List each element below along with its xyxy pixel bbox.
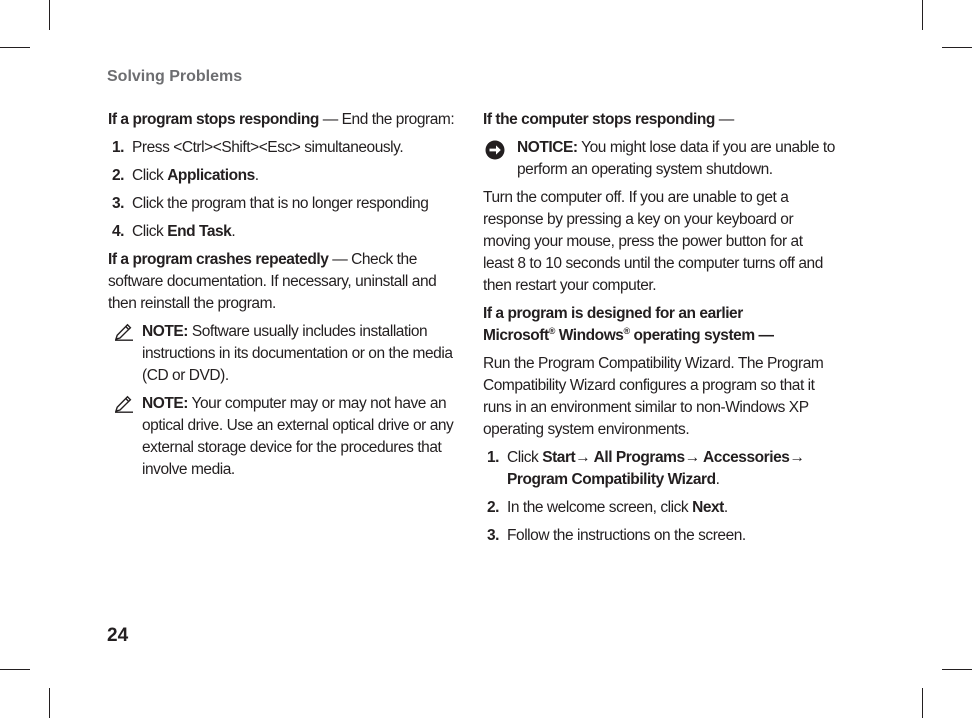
step-text: Click the program that is no longer responding (132, 195, 429, 212)
crop-mark-top-left (49, 0, 50, 30)
list-item (108, 221, 458, 243)
pencil-icon (114, 323, 134, 341)
notice-label: NOTICE: (517, 139, 578, 156)
crop-mark-bottom-right (922, 688, 923, 718)
crop-mark-bottom-right-h (942, 669, 972, 670)
arrow: → (575, 449, 591, 466)
list-item (483, 497, 835, 519)
step-bold: End Task (167, 223, 232, 240)
notice-text: You might lose data if you are unable to perform an operating system shutdown. (517, 139, 835, 178)
step-number: 2. (487, 499, 500, 516)
arrow: → (684, 449, 700, 466)
menu-path-accessories: Accessories (699, 449, 790, 466)
step-text: Click (132, 167, 168, 184)
compatibility-steps (483, 447, 835, 547)
earlier-windows-heading (483, 303, 835, 347)
program-crashes-paragraph (108, 249, 458, 315)
note-label: NOTE: (142, 323, 188, 340)
notice-data-loss (483, 137, 835, 181)
computer-stops-dash: — (714, 111, 734, 128)
note-text: Your computer may or may not have an optical drive. Use an external optical drive or any external storage device for the procedures that involve media. (142, 395, 454, 478)
list-item (108, 165, 458, 187)
earlier-windows-title-line1: If a program is designed for an earlier (483, 305, 743, 322)
step-number: 2. (112, 167, 125, 184)
step-post: . (715, 471, 720, 488)
crop-mark-top-left-h (0, 47, 30, 48)
crop-mark-top-right-h (942, 47, 972, 48)
list-item (108, 193, 458, 215)
list-item (483, 525, 835, 547)
step-bold: Next (692, 499, 724, 516)
computer-stops-heading: If the computer stops responding (483, 111, 715, 128)
menu-path-wizard: Program Compatibility Wizard (507, 471, 716, 488)
arrow: → (789, 449, 805, 466)
step-post: . (723, 499, 728, 516)
program-crashes-text: — Check the software documentation. If necessary, uninstall and then reinstall the program. (108, 251, 437, 312)
note-text: Software usually includes installation instructions in its documentation or on the media (CD or DVD). (142, 323, 453, 384)
step-bold: Applications (167, 167, 255, 184)
program-crashes-heading: If a program crashes repeatedly (108, 251, 329, 268)
step-number: 3. (487, 527, 500, 544)
step-number: 1. (112, 139, 125, 156)
step-post: . (254, 167, 259, 184)
menu-path-start: Start (542, 449, 576, 466)
earlier-windows-title-win: Windows (554, 327, 624, 344)
step-text: In the welcome screen, click (507, 499, 693, 516)
computer-stops-body: Turn the computer off. If you are unable to get a response by pressing a key on your keyboard or moving your mouse, press the power button for at least 8 to 10 seconds until the computer turns off and then restart your computer. (483, 189, 823, 294)
step-text: Follow the instructions on the screen. (507, 527, 746, 544)
note-software (108, 321, 458, 387)
computer-stops-paragraph (483, 109, 835, 131)
program-stops-heading: If a program stops responding (108, 111, 319, 128)
list-item (483, 447, 835, 491)
crop-mark-bottom-left-h (0, 669, 30, 670)
crop-mark-top-right (922, 0, 923, 30)
program-stops-text: — End the program: (318, 111, 455, 128)
note-label: NOTE: (142, 395, 188, 412)
note-optical-drive (108, 393, 458, 481)
left-column (108, 109, 458, 487)
menu-path-all-programs: All Programs (590, 449, 685, 466)
right-column (483, 109, 835, 553)
earlier-windows-title-rest: operating system — (629, 327, 774, 344)
crop-mark-bottom-left (49, 688, 50, 718)
step-text: Click (132, 223, 168, 240)
pencil-icon (114, 395, 134, 413)
step-number: 4. (112, 223, 125, 240)
earlier-windows-title-ms: Microsoft (483, 327, 549, 344)
program-stops-paragraph (108, 109, 458, 131)
step-text: Press <Ctrl><Shift><Esc> simultaneously. (132, 139, 404, 156)
list-item (108, 137, 458, 159)
step-text: Click (507, 449, 543, 466)
page-number: 24 (107, 625, 129, 646)
step-number: 1. (487, 449, 500, 466)
section-header: Solving Problems (107, 68, 243, 85)
notice-icon (485, 140, 505, 160)
step-number: 3. (112, 195, 125, 212)
registered-mark: ® (548, 326, 555, 336)
registered-mark: ® (623, 326, 630, 336)
step-post: . (231, 223, 236, 240)
program-stops-steps (108, 137, 458, 243)
earlier-windows-body: Run the Program Compatibility Wizard. The Program Compatibility Wizard configures a program so that it runs in an environment similar to non-Windows XP operating system environments. (483, 355, 824, 438)
